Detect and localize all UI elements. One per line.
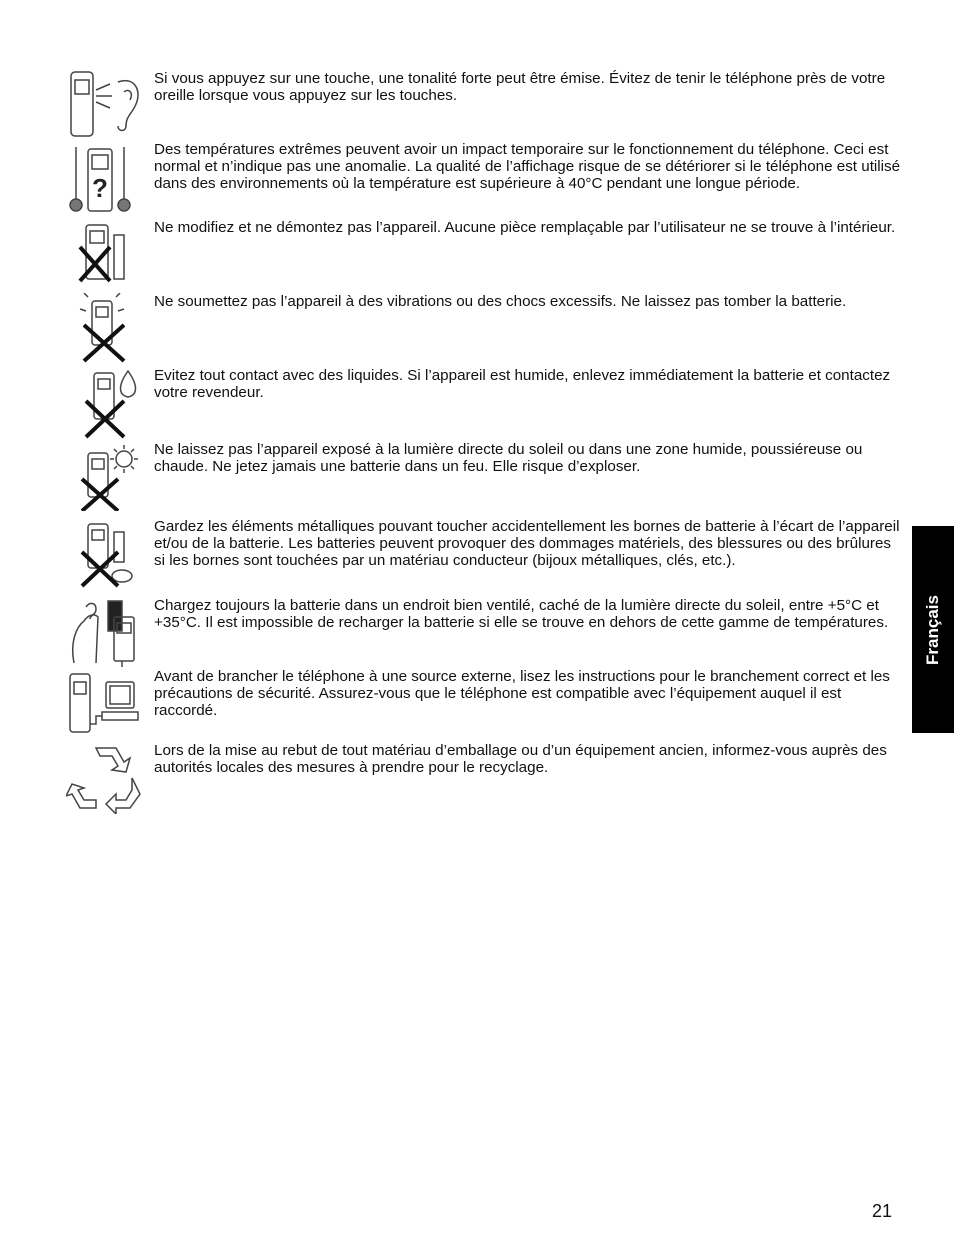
no-sun-icon	[66, 441, 146, 511]
language-tab-label: Français	[923, 594, 942, 665]
item-text: Si vous appuyez sur une touche, une tonalité forte peut être émise. Évitez de tenir le téléphone près de votre oreille lorsque vous appuyez sur les touches.	[154, 70, 886, 105]
recycle-icon	[66, 742, 146, 814]
item-text: Evitez tout contact avec des liquides. Si l’appareil est humide, enlevez immédiatement la batterie et contactez votre revendeur.	[154, 367, 891, 402]
language-tab	[912, 526, 954, 733]
item-text: Lors de la mise au rebut de tout matériau d’emballage ou d’un équipement ancien, informez-vous auprès des autorités locales des mesures à prendre pour le recyclage.	[154, 742, 887, 777]
no-metal-icon	[66, 518, 146, 588]
item-text: Ne laissez pas l’appareil exposé à la lumière directe du soleil ou dans une zone humide, poussiéreuse ou chaude. Ne jetez jamais une batterie dans un feu. Elle risque d’exploser.	[154, 441, 863, 476]
item-text: Des températures extrêmes peuvent avoir un impact temporaire sur le fonctionnement du téléphone. Ceci est normal et n’indique pas une anomalie. La qualité de l’affichage risque de se détériorer si le téléphone est utilisé dans des environnements où la température est supérieure à 40°C pendant une longue période.	[154, 141, 901, 193]
item-text: Chargez toujours la batterie dans un endroit bien ventilé, caché de la lumière directe du soleil, entre +5°C et +35°C. Il est impossible de recharger la batterie si elle se trouve en dehors de cette gamme de températures.	[154, 597, 889, 632]
no-shock-icon	[66, 293, 146, 363]
svg-text:?: ?	[92, 173, 108, 203]
item-text: Ne soumettez pas l’appareil à des vibrations ou des chocs excessifs. Ne laissez pas tomber la batterie.	[154, 293, 847, 310]
thermometer-question-icon	[66, 141, 146, 215]
item-text: Avant de brancher le téléphone à une source externe, lisez les instructions pour le branchement correct et les précautions de sécurité. Assurez-vous que le téléphone est compatible avec l’équipement auquel il est raccordé.	[154, 668, 890, 720]
no-liquid-icon	[66, 367, 146, 439]
external-connection-icon	[66, 668, 146, 736]
no-disassemble-icon	[66, 219, 146, 285]
page-number: 21	[872, 1201, 893, 1221]
item-text: Ne modifiez et ne démontez pas l’appareil. Aucune pièce remplaçable par l’utilisateur ne se trouve à l’intérieur.	[154, 219, 896, 236]
phone-ear-sound-icon	[66, 70, 146, 138]
item-text: Gardez les éléments métalliques pouvant toucher accidentellement les bornes de batterie à l’écart de l’appareil et/ou de la batterie. Les batteries peuvent provoquer des dommages matériels, des blessures ou des brûlures si les bornes sont touchées par un matériau conducteur (bijoux métalliques, clés, etc.).	[154, 518, 900, 570]
charging-ventilation-icon	[66, 597, 146, 667]
